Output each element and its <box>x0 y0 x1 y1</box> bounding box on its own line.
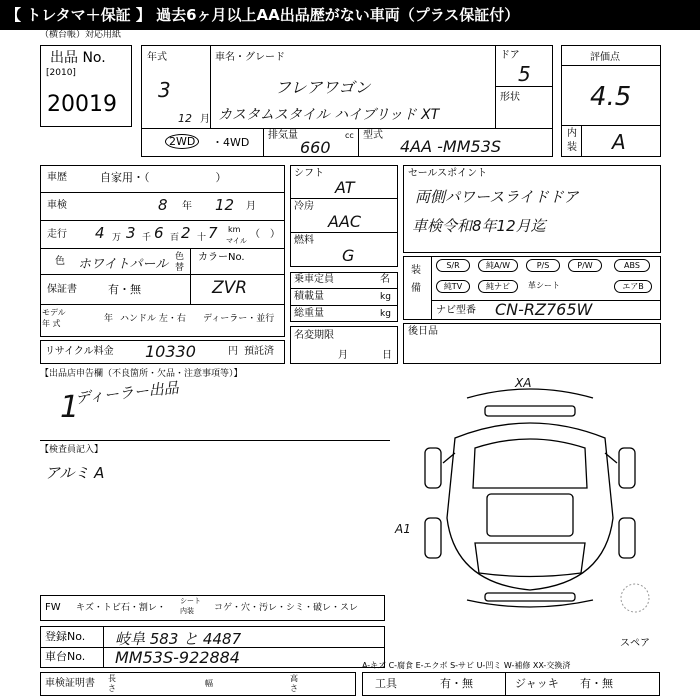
model-change-1: モデル <box>42 308 66 317</box>
cert-label: 車検証明書 <box>45 678 95 689</box>
shape-label: 形状 <box>500 92 520 103</box>
color-change-1: 色 <box>175 252 185 262</box>
diagram-left-mark: A1 <box>395 522 411 536</box>
load-unit: kg <box>380 292 391 302</box>
capacity-label: 乗車定員 <box>294 274 334 285</box>
drive-4wd: ・4WD <box>212 136 250 149</box>
equip-sr: S/R <box>436 259 470 272</box>
model-name: フレアワゴン <box>275 78 371 97</box>
aircon-label: 冷房 <box>294 201 314 212</box>
details-box <box>40 165 285 337</box>
jack-value: 有・無 <box>580 677 613 690</box>
inspector-value: アルミ A <box>45 464 105 482</box>
header-title: 【 トレタマ＋保証 】 過去6ヶ月以上AA出品歴がない車両（プラス保証付） <box>6 6 520 24</box>
history-value: 自家用・（ ） <box>100 171 227 184</box>
equip-leather: 革シート <box>528 281 560 290</box>
interior-label-2: 装 <box>567 142 577 153</box>
color-no-label: カラーNo. <box>198 252 245 263</box>
color-change-2: 替 <box>175 263 185 273</box>
interior-value: A <box>612 130 626 154</box>
tools-box <box>362 672 660 696</box>
displacement-label: 排気量 <box>268 130 298 141</box>
tools-label: 工具 <box>375 677 397 690</box>
mileage-u3: 百 <box>170 233 180 243</box>
mileage-u4: 十 <box>197 233 207 243</box>
shift-value: AT <box>335 178 355 197</box>
score-value: 4.5 <box>590 82 632 112</box>
fuel-value: G <box>342 246 355 265</box>
equip-ps: P/S <box>526 259 560 272</box>
car-diagram <box>395 368 665 618</box>
displacement-unit: cc <box>345 131 354 140</box>
model-change-handle: ハンドル 左・右 <box>120 314 186 324</box>
recycle-note: 預託済 <box>244 346 274 357</box>
cert-ch5: さ <box>290 684 298 693</box>
year-label: 年式 <box>147 52 167 63</box>
sales-point-line1: 両側パワースライドドア <box>415 188 579 206</box>
lot-year-tag: [2010] <box>46 68 76 78</box>
name-change-day: 日 <box>382 350 392 361</box>
mileage-label: 走行 <box>47 229 67 240</box>
equip-pw: P/W <box>568 259 602 272</box>
cert-ch1: 長 <box>108 674 116 683</box>
seller-label: 【出品店申告欄（不良箇所・欠品・注意事項等）】 <box>40 369 243 379</box>
year-month: 12 <box>178 112 192 125</box>
warranty-label: 保証書 <box>47 284 77 295</box>
damage-codes: A-キズ C-腐食 E-エクボ S-サビ U-凹ミ W-補修 XX-交換済 <box>362 661 571 670</box>
weight-unit: kg <box>380 309 391 319</box>
sales-point-label: セールスポイント <box>408 168 488 179</box>
equip-aw: 純A/W <box>478 259 518 272</box>
color-no: ZVR <box>212 278 248 298</box>
legend-seat: シート内装 <box>180 597 201 615</box>
remarks-box <box>403 323 661 364</box>
shaken-month-unit: 月 <box>246 201 256 212</box>
load-label: 積載量 <box>294 291 324 302</box>
shaken-label: 車検 <box>47 200 67 211</box>
shift-label: シフト <box>294 168 324 179</box>
recycle-unit: 円 <box>228 346 238 357</box>
lot-label: 出品 No. <box>50 50 106 66</box>
name-change-label: 名変期限 <box>294 330 334 341</box>
year-value: 3 <box>158 78 171 102</box>
equip-navi: 純ナビ <box>478 280 518 293</box>
model-change-dealer: ディーラー・並行 <box>203 314 275 324</box>
seller-mark: 1 <box>60 390 80 425</box>
form-stamp: （横台帳）対応用紙 <box>40 30 122 40</box>
seller-value: ディーラー出品 <box>74 378 180 408</box>
chassis-value: MM53S-922884 <box>115 648 240 667</box>
displacement-value: 660 <box>300 138 331 157</box>
recycle-label: リサイクル料金 <box>45 346 114 357</box>
recycle-value: 10330 <box>145 342 196 361</box>
drive-2wd: 2WD <box>165 136 199 148</box>
legend-items2: コゲ・穴・汚レ・シミ・破レ・スレ <box>214 603 359 613</box>
spare-label: スペア <box>620 638 650 649</box>
navi-label: ナビ型番 <box>436 305 476 316</box>
jack-label: ジャッキ <box>515 677 559 690</box>
diagram-top-mark: XA <box>515 376 532 390</box>
name-change-unit: 月 <box>338 350 348 361</box>
interior-label-1: 内 <box>567 128 577 139</box>
legend-items: キズ・トビ石・割レ・ <box>76 603 166 613</box>
shaken-month: 12 <box>215 196 235 214</box>
model-label: 車名・グレード <box>215 52 285 63</box>
reg-label: 登録No. <box>45 630 86 643</box>
doors-label: ドア <box>500 50 520 61</box>
doors-value: 5 <box>518 62 531 86</box>
mileage-paren: （ ） <box>250 229 280 240</box>
score-label: 評価点 <box>590 52 620 63</box>
remarks-label: 後日品 <box>408 326 438 337</box>
navi-value: CN-RZ765W <box>495 300 593 319</box>
equipment-label-1: 装 <box>411 265 421 276</box>
inspector-label: 【検査員記入】 <box>40 445 104 455</box>
mileage-u2: 千 <box>142 233 152 243</box>
fuel-label: 燃料 <box>294 235 314 246</box>
aircon-value: AAC <box>328 212 362 231</box>
cert-ch4: 高 <box>290 674 298 683</box>
capacity-unit: 名 <box>380 274 390 285</box>
color-value: ホワイトパール <box>78 257 169 272</box>
warranty-value: 有・無 <box>108 283 141 296</box>
model-change-year: 年 <box>104 314 114 324</box>
tools-value: 有・無 <box>440 677 473 690</box>
shaken-year-unit: 年 <box>182 201 192 212</box>
reg-value: 岐阜 583 と 4487 <box>115 630 242 648</box>
color-label: 色 <box>55 256 65 267</box>
mileage-d4: 2 <box>181 224 191 242</box>
weight-label: 総重量 <box>294 308 324 319</box>
model-change-2: 年 式 <box>42 319 61 328</box>
shaken-year: 8 <box>158 196 168 214</box>
chassis-label: 車台No. <box>45 650 86 663</box>
equip-tv: 純TV <box>436 280 470 293</box>
lot-number: 20019 <box>47 92 117 117</box>
type-value: 4AA -MM53S <box>400 137 502 156</box>
model-grade: カスタムスタイル ハイブリッド XT <box>218 107 440 123</box>
mileage-d3: 6 <box>154 224 164 242</box>
equip-airbag: エアB <box>614 280 652 293</box>
mileage-d5: 7 <box>208 224 218 242</box>
mileage-mile: マイル <box>226 237 247 245</box>
mileage-d2: 3 <box>126 224 136 242</box>
equipment-label-2: 備 <box>411 283 421 294</box>
equip-abs: ABS <box>614 259 650 272</box>
mileage-d1: 4 <box>95 224 105 242</box>
mileage-u1: 万 <box>112 233 122 243</box>
cert-ch2: さ <box>108 684 116 693</box>
legend-fw: FW <box>45 602 61 613</box>
cert-ch3: 幅 <box>205 679 213 688</box>
year-month-unit: 月 <box>200 114 210 125</box>
type-label: 型式 <box>363 130 383 141</box>
sales-point-line2: 車検令和8年12月迄 <box>412 217 546 235</box>
history-label: 車歴 <box>47 172 67 183</box>
mileage-km: km <box>228 225 241 234</box>
